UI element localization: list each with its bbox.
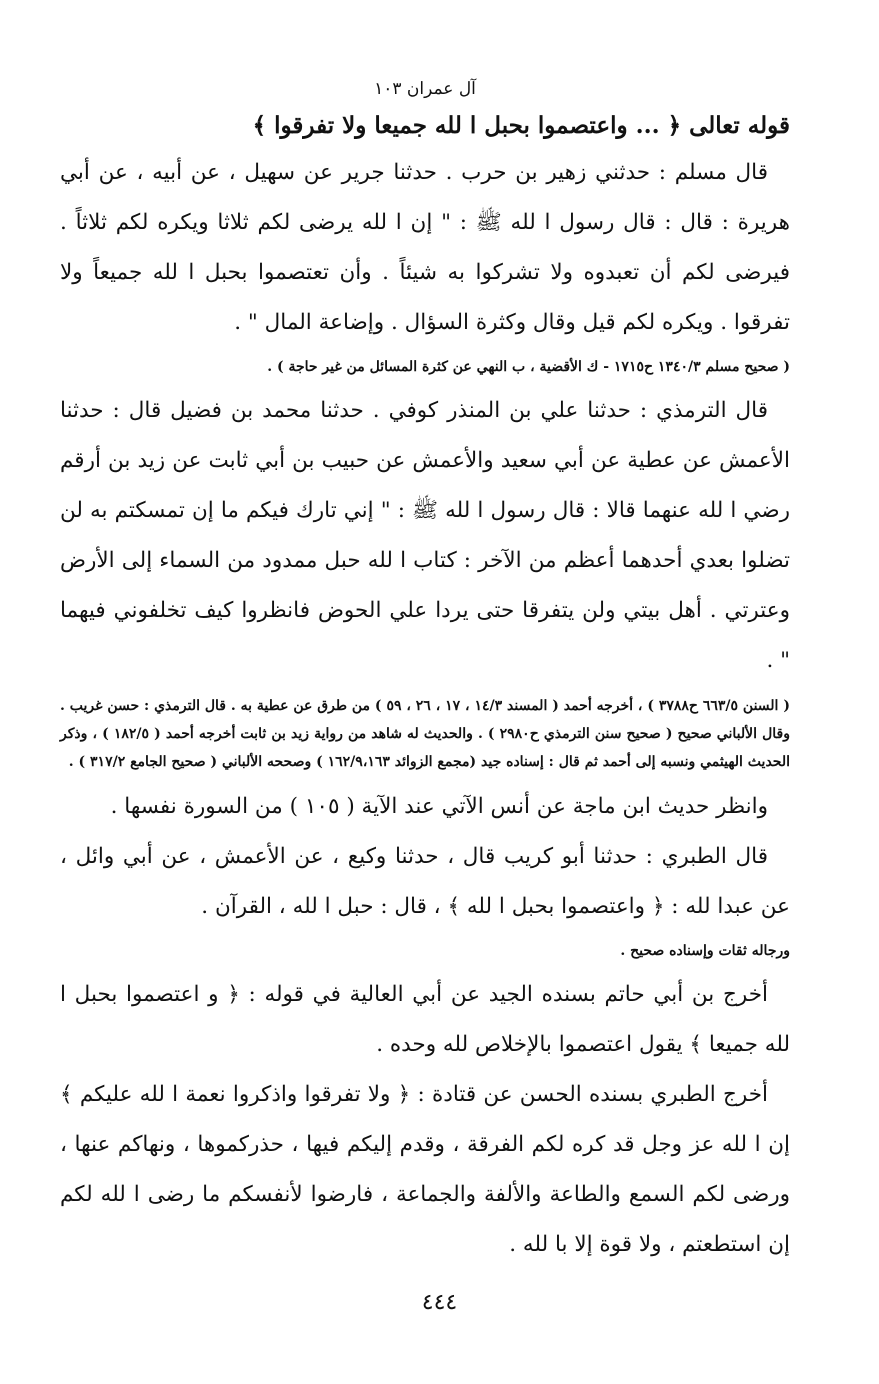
paragraph-muslim: قال مسلم : حدثني زهير بن حرب . حدثنا جرير عن سهيل ، عن أبيه ، عن أبي هريرة : قال : قال رسول ا لله ﷺ : " إن ا لله يرضى لكم ثلاثا ويكره لكم ثلاثاً . فيرضى لكم أن تعبدوه ولا تشركوا به شيئاً . وأن تعتصموا بحبل ا لله جميعاً ولا تفرقوا . ويكره لكم قيل وقال وكثرة السؤال . وإضاعة المال " . [60, 160, 790, 335]
paragraph-ibn-abi-hatim: أخرج بن أبي حاتم بسنده الجيد عن أبي العالية في قوله : ﴿ و اعتصموا بحبل ا لله جميعا ﴾ يقول اعتصموا بالإخلاص لله وحده . [60, 982, 790, 1057]
paragraph-tirmidhi: قال الترمذي : حدثنا علي بن المنذر كوفي . حدثنا محمد بن فضيل قال : حدثنا الأعمش عن عطية عن أبي سعيد والأعمش عن حبيب بن أبي ثابت عن زيد بن أرقم رضي ا لله عنهما قالا : قال رسول ا لله ﷺ : " إني تارك فيكم ما إن تمسكتم به لن تضلوا بعدي أحدهما أعظم من الآخر : كتاب ا لله حبل ممدود من السماء إلى الأرض وعترتي . أهل بيتي ولن يتفرقا حتى يردا علي الحوض فانظروا كيف تخلفوني فيهما " . [60, 398, 790, 673]
page-body [60, 70, 790, 1270]
page-number: ٤٤٤ [421, 1290, 458, 1315]
surah-reference: آل عمران ١٠٣ [374, 79, 476, 99]
paragraph-tabari: قال الطبري : حدثنا أبو كريب قال ، حدثنا وكيع ، عن الأعمش ، عن أبي وائل ، عن عبدا لله : ﴿ واعتصموا بحبل ا لله ﴾ ، قال : حبل ا لله ، القرآن . [60, 844, 790, 919]
paragraph-ibn-majah: وانظر حديث ابن ماجة عن أنس الآتي عند الآية ( ١٠٥ ) من السورة نفسها . [110, 794, 768, 819]
citation-note-muslim: ( صحيح مسلم ١٣٤٠/٣ ح١٧١٥ - ك الأقضية ، ب النهي عن كثرة المسائل من غير حاجة ) . [267, 359, 790, 375]
paragraph-qatada: أخرج الطبري بسنده الحسن عن قتادة : ﴿ ولا تفرقوا واذكروا نعمة ا لله عليكم ﴾ إن ا لله عز وجل قد كره لكم الفرقة ، وقدم إليكم فيها ، حذركموها ، ونهاكم عنها ، ورضى لكم السمع والطاعة والألفة والجماعة ، فارضوا لأنفسكم ما رضى ا لله لكم إن استطعتم ، ولا قوة إلا با لله . [60, 1082, 790, 1257]
citation-note-tabari: ورجاله ثقات وإسناده صحيح . [620, 943, 790, 959]
citation-note-tirmidhi: ( السنن ٦٦٣/٥ ح٣٧٨٨ ) ، أخرجه أحمد ( المسند ١٤/٣ ، ١٧ ، ٢٦ ، ٥٩ ) من طرق عن عطية به . قال الترمذي : حسن غريب . وقال الألباني صحيح ( صحيح سنن الترمذي ح٢٩٨٠ ) . والحديث له شاهد من رواية زيد بن ثابت أخرجه أحمد ( ١٨٢/٥ ) ، وذكر الحديث الهيثمي ونسبه إلى أحمد ثم قال : إسناده جيد (مجمع الزوائد ١٦٢/٩،١٦٣ ) وصححه الألباني ( صحيح الجامع ٣١٧/٢ ) . [60, 698, 790, 770]
section-heading: قوله تعالى ﴿ ... واعتصموا بحبل ا لله جميعا ولا تفرقوا ﴾ [252, 112, 790, 139]
